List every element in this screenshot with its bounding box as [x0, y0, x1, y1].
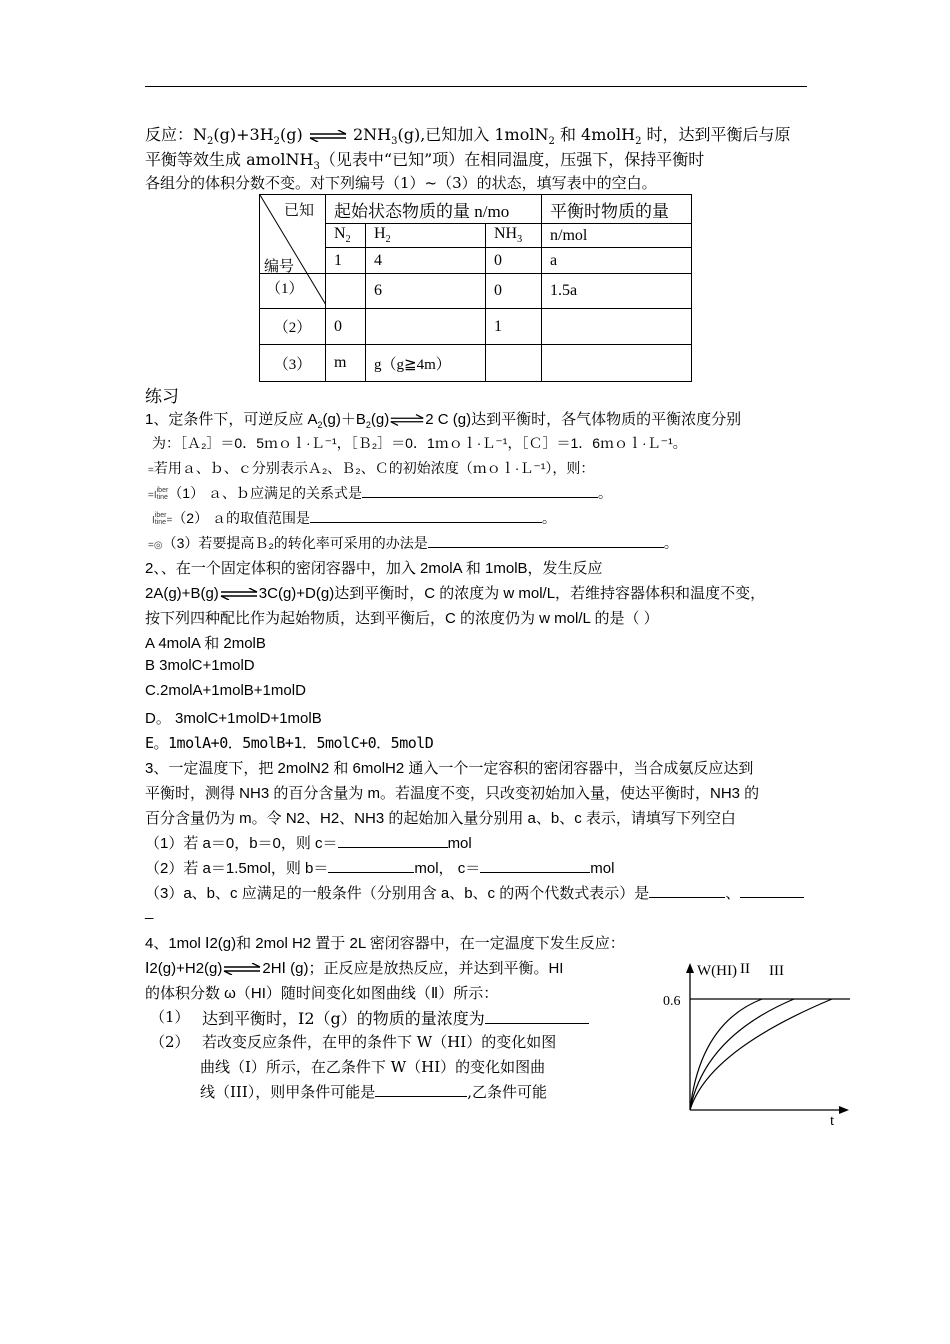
q1-answer-3[interactable]	[428, 533, 664, 548]
q2-line-1: 2、、在一个固定体积的密闭容器中，加入 2molA 和 1molB，发生反应	[145, 560, 603, 577]
q2-option-a[interactable]: A 4molA 和 2molB	[145, 635, 266, 652]
q3-line-1: 3、一定温度下，把 2molN2 和 6molH2 通入一个一定容积的密闭容器中，当合成氨反应达到	[145, 760, 754, 777]
q3-answer-b[interactable]	[328, 858, 414, 873]
corner-cell	[260, 195, 326, 297]
known-h2: 4	[366, 248, 486, 274]
row-label-3: （3）	[260, 345, 326, 382]
curve-I	[690, 999, 762, 1110]
known-n2: 1	[326, 248, 366, 274]
equilibrium-arrow-icon	[222, 963, 262, 975]
row3-n2: m	[326, 345, 366, 382]
intro-line-3: 各组分的体积分数不变。对下列编号（1）~（3）的状态，填写表中的空白。	[145, 174, 657, 192]
equilibrium-arrow-icon	[389, 414, 425, 426]
q1-line-2: 为：［Ａ₂］＝0．5ｍｏｌ·Ｌ⁻¹，［Ｂ₂］＝0．1ｍｏｌ·Ｌ⁻¹，［Ｃ］＝1．6ｍｏｌ·Ｌ⁻¹。	[152, 435, 687, 451]
row-label-1: （1）	[266, 281, 304, 297]
q4-line-4-num: （1）	[150, 1008, 190, 1026]
q3-line-2: 平衡时，测得 NH3 的百分含量为 m。若温度不变，只改变初始加入量，使达平衡时，NH3 的	[145, 785, 760, 802]
q3-answer-c2[interactable]	[480, 858, 590, 873]
q3-line-6: （3）a、b、c 应满足的一般条件（分别用含 a、b、c 的两个代数式表示）是 、	[145, 882, 804, 903]
known-nh3: 0	[486, 248, 542, 274]
row2-eq[interactable]	[542, 309, 692, 345]
intro-line-2: 平衡等效生成 amolNH$_3$（见表中“已知”项）在相同温度，压强下，保持平衡时	[145, 150, 705, 173]
q3-line-7: _	[145, 903, 154, 920]
curve-II	[690, 999, 794, 1110]
q1-line-5: I iber tine =（2） ａ的取值范围是 。	[152, 510, 556, 527]
corner-id: 编号	[264, 259, 295, 275]
row3-eq[interactable]	[542, 345, 692, 382]
q1-answer-2[interactable]	[310, 508, 542, 523]
q3-line-5: （2）若 a＝1.5mol，则 b＝ mol， c＝ mol	[145, 860, 615, 877]
q2-line-3: 按下列四种配比作为起始物质，达到平衡后，C 的浓度仍为 w mol/L 的是（ ）	[145, 610, 659, 627]
row1-eq: 1.5a	[542, 274, 692, 309]
q3-line-3: 百分含量仍为 m。令 N2、H2、NH3 的起始加入量分别用 a、b、c 表示，请填写下列空白	[145, 810, 736, 827]
q4-line-6: 曲线（I）所示，在乙条件下 W（HI）的变化如图曲	[200, 1058, 546, 1076]
eq-header: 平衡时物质的量	[542, 195, 692, 224]
known-eq: a	[542, 248, 692, 274]
q4-line-5-num: （2）	[150, 1033, 190, 1051]
x-axis-label: t	[830, 1113, 835, 1129]
col-n2: $N_2$	[326, 224, 366, 248]
q4-line-7: 线（III），则甲条件可能是 ,乙条件可能	[200, 1083, 548, 1101]
col-nh3: $NH_3$	[486, 224, 542, 248]
row1-n2[interactable]	[326, 274, 366, 309]
q4-line-5: 若改变反应条件，在甲的条件下 W（HI）的变化如图	[202, 1033, 557, 1051]
q3-answer-expr1[interactable]	[649, 883, 725, 898]
row1-nh3: 0	[486, 274, 542, 309]
y-axis-arrow-icon	[686, 963, 694, 973]
equilibrium-arrow-icon	[308, 130, 348, 142]
hi-fraction-graph	[660, 955, 860, 1130]
row2-n2: 0	[326, 309, 366, 345]
q3-answer-expr2[interactable]	[740, 883, 804, 898]
q3-line-4: （1）若 a＝0，b＝0，则 c＝ mol	[145, 835, 472, 852]
q1-line-4: =I iber tine （1） ａ、ｂ应满足的关系式是 。	[148, 485, 612, 502]
q4-line-4: 达到平衡时，I2（g）的物质的量浓度为	[202, 1006, 589, 1029]
q2-option-b[interactable]: B 3molC+1molD	[145, 657, 255, 674]
q4-line-2: Ⅰ2(g)+H2(g) 2HⅠ (g)；正反应是放热反应，并达到平衡。HI	[145, 960, 564, 977]
q2-option-c[interactable]: C.2molA+1molB+1molD	[145, 682, 306, 699]
practice-title: 练习	[145, 387, 179, 407]
header-rule	[145, 86, 807, 87]
curve-label-III: III	[769, 963, 784, 979]
row3-nh3[interactable]	[486, 345, 542, 382]
row3-h2: g（g≧4m）	[366, 345, 486, 382]
equilibrium-arrow-icon	[219, 588, 259, 600]
start-header: 起始状态物质的量 n/mo	[326, 195, 542, 224]
q2-option-e[interactable]: E。1molA+0．5molB+1．5molC+0．5molD	[145, 734, 434, 752]
row-label-2: （2）	[260, 309, 326, 345]
row2-h2[interactable]	[366, 309, 486, 345]
q4-line-1: 4、1mol Ⅰ2(g)和 2mol H2 置于 2L 密闭容器中，在一定温度下发生反应：	[145, 935, 625, 952]
q3-answer-c[interactable]	[338, 833, 448, 848]
row1-h2: 6	[366, 274, 486, 309]
q1-line-1: 1、定条件下，可逆反应 $A_2(g)+B_2(g)$ 2 C (g)达到平衡时，各气体物质的平衡浓度分别	[145, 411, 742, 430]
x-axis-arrow-icon	[839, 1106, 849, 1114]
curve-label-II: II	[740, 961, 750, 977]
eq-unit: n/mol	[542, 224, 692, 248]
col-h2: $H_2$	[366, 224, 486, 248]
q1-line-6: =◎（3）若要提高Ｂ₂的转化率可采用的办法是 。	[148, 535, 678, 551]
row2-nh3: 1	[486, 309, 542, 345]
y-tick-06: 0.6	[663, 994, 681, 1009]
q2-line-2: 2A(g)+B(g) 3C(g)+D(g)达到平衡时，C 的浓度为 w mol/L，若维持容器体积和温度不变，	[145, 585, 766, 602]
intro-line-1: 反应：$N_2(g)+3H_2(g)$ $2NH_3(g)$,已知加入 1molN$_2$ 和 4molH$_2$ 时，达到平衡后与原	[145, 125, 791, 148]
q1-line-3: =若用ａ、ｂ、ｃ分别表示Ａ₂、Ｂ₂、Ｃ的初始浓度（ｍｏｌ·Ｌ⁻¹），则：	[148, 460, 595, 476]
q4-line-3: 的体积分数 ω（HI）随时间变化如图曲线（Ⅱ）所示：	[145, 985, 499, 1002]
q2-option-d[interactable]: D。 3molC+1molD+1molB	[145, 710, 322, 727]
q1-answer-1[interactable]	[362, 483, 598, 498]
equilibrium-table	[259, 194, 692, 382]
q4-answer-i2[interactable]	[485, 1009, 589, 1024]
y-axis-label: W(HI)	[697, 963, 737, 979]
corner-known: 已知	[284, 203, 315, 219]
q4-answer-jia[interactable]	[375, 1082, 467, 1097]
